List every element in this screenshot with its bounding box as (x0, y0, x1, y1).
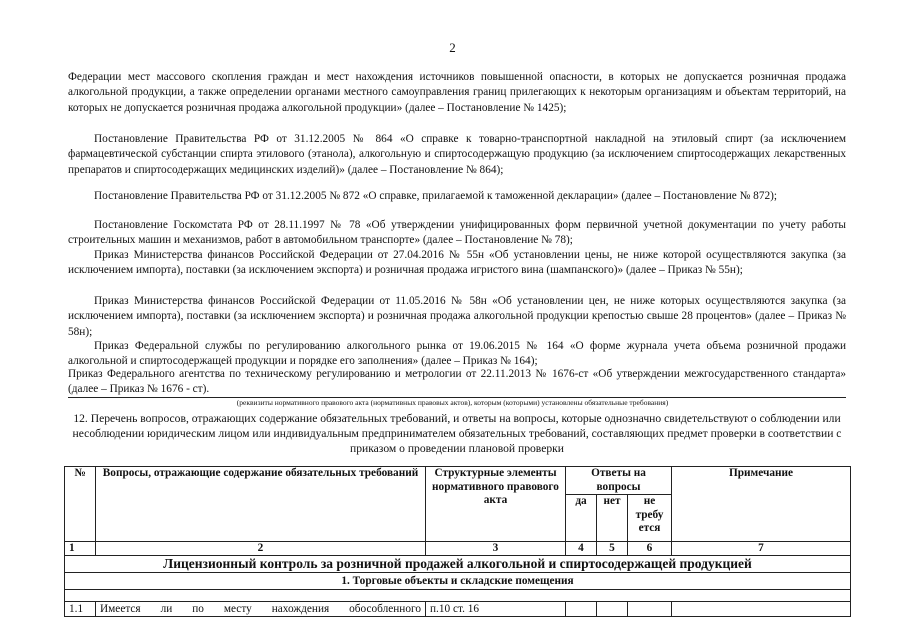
row-yes (566, 602, 597, 617)
header-note: Примечание (672, 467, 851, 542)
header-num: № (65, 467, 96, 542)
col-number: 7 (672, 542, 851, 556)
paragraph-postanovlenie-872: Постановление Правительства РФ от 31.12.2005 № 872 «О справке, прилагаемой к таможенной декларации» (далее – Постановление № 872); (94, 190, 778, 202)
paragraph-postanovlenie-78: Постановление Госкомстата РФ от 28.11.1997 № 78 «Об утверждении унифицированных форм первичной учетной документации по учету работы строительных машин и механизмов, работ в автомобильном транспорте» (далее – Постановление № 78); (68, 219, 846, 247)
col-number: 2 (96, 542, 426, 556)
column-numbers-row (65, 542, 851, 556)
col-number: 6 (628, 542, 672, 556)
col-number: 1 (65, 542, 96, 556)
paragraph-prikaz-58n: Приказ Министерства финансов Российской Федерации от 11.05.2016 № 58н «Об установлении цен, не ниже которых осуществляются закупка (за исключением импорта), поставки (за исключением экспорта) и розничная продажа алкогольной продукции крепостью свыше 28 процентов» (далее – Приказ № 58н); (68, 295, 846, 338)
paragraph-prikaz-164: Приказ Федеральной службы по регулированию алкогольного рынка от 19.06.2015 № 164 «О форме журнала учета объема розничной продажи алкогольной и спиртосодержащей продукции и порядке его заполнения» (далее – Приказ № 164); (68, 340, 846, 368)
col-number: 5 (597, 542, 628, 556)
subsection-title: 1. Торговые объекты и складские помещения (65, 573, 851, 590)
row-no (597, 602, 628, 617)
spacer-row (65, 590, 851, 602)
header-elements: Структурные элементы нормативного правового акта (426, 467, 566, 542)
row-num: 1.1 (65, 602, 96, 617)
col-number: 4 (566, 542, 597, 556)
table-row (65, 602, 851, 617)
paragraph-postanovlenie-864: Постановление Правительства РФ от 31.12.2005 № 864 «О справке к товарно-транспортной накладной на этиловый спирт (за исключением фармацевтической субстанции спирта этилового (этанола), алкогольную и спиртосодержащую продукцию (за исключением спиртосодержащих лекарственных препаратов и спиртосодержащих медицинских изделий)» (далее – Постановление № 864); (68, 133, 846, 176)
page-number: 2 (449, 40, 456, 55)
header-answers: Ответы на вопросы (566, 467, 672, 495)
paragraph-prikaz-55n: Приказ Министерства финансов Российской Федерации от 27.04.2016 № 55н «Об установлении цены, не ниже которой осуществляются закупка (за исключением импорта), поставки (за исключением экспорта) и розничная продажа игристого вина (шампанского)» (далее – Приказ № 55н); (68, 249, 846, 277)
row-element: п.10 ст. 16 (426, 602, 566, 617)
header-no: нет (597, 495, 628, 542)
subsection-row (65, 573, 851, 590)
header-row (65, 467, 851, 495)
section-title: Лицензионный контроль за розничной продажей алкогольной и спиртосодержащей продукцией (65, 556, 851, 573)
header-questions: Вопросы, отражающие содержание обязательных требований (96, 467, 426, 542)
requisites-caption: (реквизиты нормативного правового акта (нормативных правовых актов), которым (которыми) установлены обязательные требования) (236, 398, 669, 407)
item-12-text: 12. Перечень вопросов, отражающих содержание обязательных требований, и ответы на вопросы, которые однозначно свидетельствуют о соблюдении или несоблюдении юридическим лицом или индивидуальным предпринимателем обязательных требований, составляющих предмет проверки в соответствии с приказом о проведении плановой проверки (72, 412, 842, 455)
paragraph-prikaz-1676: Приказ Федерального агентства по техническому регулированию и метрологии от 22.11.2013 № 1676-ст «Об утверждении межгосударственного стандарта» (далее – Приказ № 1676 - ст). (68, 368, 846, 396)
paragraph-postanovlenie-1425: Федерации мест массового скопления граждан и мест нахождения источников повышенной опасности, в которых не допускается розничная продажа алкогольной продукции, а также определении органами местного самоуправления границ прилегающих к некоторым организациям и объектам территорий, на которых не допускается розничная продажа алкогольной продукции» (далее – Постановление № 1425); (68, 71, 846, 114)
col-number: 3 (426, 542, 566, 556)
header-na: не требу ется (628, 495, 672, 542)
checklist-table (64, 466, 851, 617)
row-note (672, 602, 851, 617)
row-question: Имеется ли по месту нахождения обособленного (96, 602, 426, 617)
header-yes: да (566, 495, 597, 542)
section-row (65, 556, 851, 573)
row-na (628, 602, 672, 617)
